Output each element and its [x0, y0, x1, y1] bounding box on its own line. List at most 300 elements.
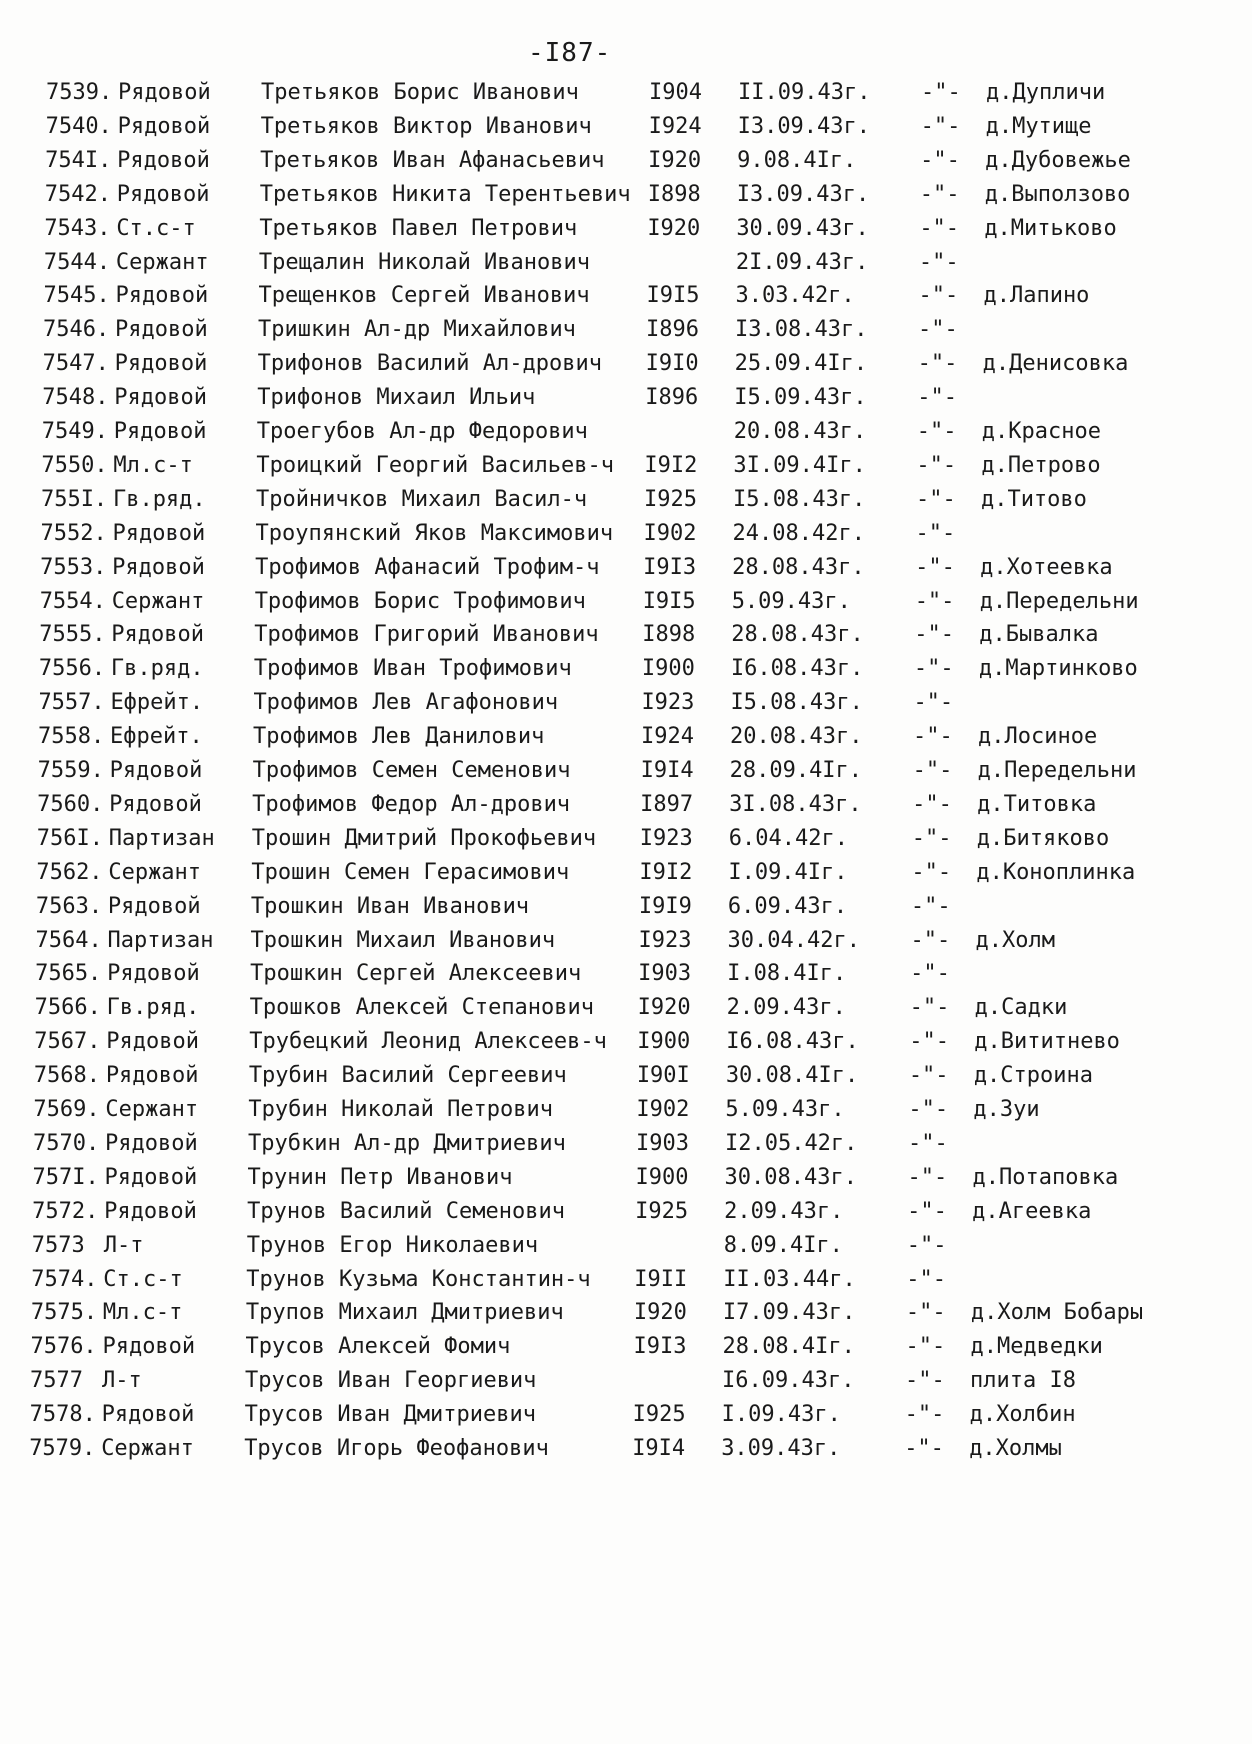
record-name: Трещенков Сергей Иванович [258, 283, 590, 309]
record-rank: Ст.с-т [116, 215, 196, 241]
record-year: I923 [641, 690, 695, 716]
record-row [43, 313, 1252, 347]
record-year: I925 [635, 1198, 689, 1224]
record-place: д.Холмы [969, 1436, 1062, 1461]
record-name: Троицкий Георгий Васильев-ч [256, 452, 614, 478]
record-row [30, 1330, 1250, 1364]
record-mark: -"- [917, 385, 957, 411]
record-date: 20.08.43г. [730, 724, 863, 750]
record-name: Третьяков Борис Иванович [261, 80, 579, 105]
record-year: I920 [647, 215, 701, 241]
record-num: 7565. [35, 961, 102, 987]
record-year: I9I2 [639, 859, 693, 885]
record-rank: Ефрейт. [110, 690, 204, 716]
record-mark: -"- [907, 1130, 948, 1156]
record-date: 5.09.43г. [731, 588, 851, 614]
record-mark: -"- [904, 1436, 944, 1461]
record-num: 7562. [36, 859, 103, 885]
record-num: 7576. [30, 1334, 97, 1360]
record-num: 7539. [46, 80, 113, 105]
record-name: Тришкин Ал-др Михайлович [258, 317, 576, 343]
record-date: 2.09.43г. [724, 1198, 844, 1224]
record-place: д.Титовка [977, 791, 1097, 817]
record-place: д.Выползово [984, 181, 1131, 207]
record-name: Трошкин Иван Иванович [250, 893, 530, 919]
record-place: д.Титово [980, 486, 1087, 512]
record-date: 28.09.4Iг. [729, 758, 863, 783]
record-date: 30.08.43г. [724, 1164, 857, 1190]
record-rank: Рядовой [102, 1334, 196, 1360]
record-num: 7548. [42, 385, 109, 411]
record-mark: -"- [918, 283, 959, 309]
record-mark: -"- [921, 80, 961, 105]
record-name: Трунов Василий Семенович [247, 1198, 566, 1224]
record-row [38, 754, 1252, 788]
record-row [33, 1127, 1252, 1161]
record-date: 3I.09.4Iг. [733, 452, 866, 478]
record-row [46, 110, 1252, 144]
record-name: Трубин Николай Петрович [248, 1097, 554, 1122]
record-name: Трупов Михаил Дмитриевич [245, 1300, 564, 1326]
record-num: 756I. [36, 825, 103, 851]
record-year: I90I [636, 1063, 690, 1089]
record-rank: Партизан [107, 927, 214, 953]
record-name: Трофимов Борис Трофимович [254, 588, 586, 614]
record-row [30, 1398, 1250, 1432]
record-row [42, 381, 1252, 415]
record-date: I5.08.43г. [730, 690, 863, 716]
record-name: Трофимов Федор Ал-дрович [252, 791, 571, 817]
record-rank: Л-т [102, 1368, 142, 1394]
record-rank: Гв.ряд. [112, 486, 206, 512]
record-name: Трошкин Михаил Иванович [250, 927, 556, 953]
record-name: Трусов Иван Георгиевич [245, 1368, 537, 1394]
record-name: Тройничков Михаил Васил-ч [255, 486, 588, 512]
record-date: I5.08.43г. [732, 486, 866, 512]
record-mark: -"- [918, 317, 958, 343]
record-place: д.Холм [975, 927, 1055, 953]
record-rank: Рядовой [112, 520, 206, 546]
record-place: д.Агеевка [972, 1198, 1092, 1224]
record-year: I900 [635, 1164, 689, 1190]
record-place: д.Потаповка [972, 1164, 1119, 1190]
record-num: 7572. [32, 1198, 99, 1224]
record-year: I9I3 [633, 1334, 687, 1360]
record-date: I6.08.43г. [730, 656, 864, 682]
record-place: д.Денисовка [982, 351, 1129, 377]
record-num: 7558. [38, 724, 105, 750]
record-num: 7568. [33, 1063, 101, 1089]
record-place: д.Красное [981, 419, 1102, 444]
record-mark: -"- [912, 791, 952, 817]
record-date: 6.04.42г. [728, 825, 848, 851]
record-name: Трофимов Семен Семенович [252, 758, 571, 783]
record-name: Трофимов Лев Агафонович [253, 690, 559, 716]
record-date: 30.04.42г. [727, 927, 860, 953]
record-mark: -"- [905, 1300, 946, 1326]
record-date: I.09.43г. [721, 1402, 841, 1428]
record-place: плита I8 [970, 1368, 1076, 1394]
record-date: I2.05.42г. [724, 1130, 858, 1156]
record-date: I6.09.43г. [722, 1368, 855, 1394]
record-rank: Рядовой [116, 181, 210, 207]
record-year: I898 [647, 181, 701, 207]
record-name: Трубецкий Леонид Алексеев-ч [249, 1029, 607, 1055]
record-date: 3.03.42г. [735, 283, 855, 309]
record-year: I896 [646, 317, 700, 343]
record-year: I920 [637, 995, 691, 1021]
record-num: 7569. [33, 1097, 100, 1122]
record-name: Трофимов Иван Трофимович [253, 656, 572, 682]
record-mark: -"- [906, 1232, 947, 1258]
record-place: д.Битяково [976, 825, 1110, 851]
record-date: 2I.09.43г. [735, 249, 869, 275]
record-year: I925 [632, 1402, 686, 1428]
record-row [40, 551, 1252, 585]
record-date: 5.09.43г. [725, 1097, 845, 1122]
record-date: I3.08.43г. [735, 317, 868, 343]
record-date: 8.09.4Iг. [723, 1232, 843, 1258]
record-date: 28.08.4Iг. [722, 1334, 855, 1360]
record-row [34, 1025, 1252, 1059]
record-row [40, 585, 1252, 619]
record-name: Троегубов Ал-др Федорович [256, 419, 588, 444]
record-mark: -"- [915, 520, 956, 546]
record-name: Трубин Василий Сергеевич [248, 1063, 567, 1089]
record-row [41, 483, 1252, 517]
record-name: Третьяков Павел Петрович [259, 215, 578, 241]
record-rank: Гв.ряд. [110, 656, 204, 682]
record-rank: Рядовой [118, 80, 211, 105]
record-rank: Л-т [103, 1232, 144, 1258]
record-num: 7553. [40, 554, 107, 580]
record-date: 28.08.43г. [731, 622, 864, 648]
record-mark: -"- [908, 1097, 949, 1122]
record-place: д.Зуи [973, 1097, 1040, 1122]
record-rank: Рядовой [114, 351, 208, 377]
record-name: Трошин Дмитрий Прокофьевич [251, 825, 597, 851]
record-row [32, 1229, 1252, 1263]
record-date: 2.09.43г. [726, 995, 846, 1021]
record-mark: -"- [905, 1368, 945, 1394]
record-name: Третьяков Иван Афанасьевич [260, 147, 605, 173]
record-mark: -"- [910, 893, 951, 919]
record-rank: Рядовой [115, 317, 208, 343]
record-rank: Рядовой [105, 1063, 199, 1089]
record-row [37, 822, 1252, 856]
record-place: д.Коноплинка [976, 859, 1136, 885]
record-date: I5.09.43г. [734, 385, 867, 411]
record-year: I9II [634, 1266, 688, 1292]
record-place: д.Бывалка [979, 622, 1099, 648]
record-rank: Рядовой [104, 1130, 198, 1156]
record-rank: Сержант [111, 588, 205, 614]
record-row [31, 1296, 1251, 1330]
record-date: II.03.44г. [723, 1266, 856, 1292]
record-year: I924 [641, 724, 694, 750]
record-rank: Рядовой [107, 893, 201, 919]
record-rank: Рядовой [109, 791, 202, 817]
record-year: I9I5 [642, 588, 696, 614]
record-place: д.Садки [974, 995, 1068, 1021]
record-name: Трунов Кузьма Константин-ч [246, 1266, 591, 1292]
record-row [42, 415, 1252, 449]
record-mark: -"- [918, 249, 959, 275]
record-year: I920 [633, 1300, 687, 1326]
record-name: Трофимов Афанасий Трофим-ч [255, 554, 600, 580]
record-name: Трубкин Ал-др Дмитриевич [247, 1130, 566, 1156]
record-date: 28.08.43г. [732, 554, 865, 580]
record-name: Трусов Алексей Фомич [245, 1334, 511, 1360]
record-mark: -"- [915, 486, 956, 512]
record-name: Трусов Иван Дмитриевич [244, 1402, 537, 1428]
record-num: 7540. [45, 113, 112, 139]
record-row [35, 957, 1252, 991]
record-mark: -"- [916, 419, 957, 444]
record-date: 6.09.43г. [727, 893, 848, 919]
record-place: д.Передельни [979, 588, 1139, 614]
record-date: 9.08.4Iг. [737, 147, 857, 173]
record-date: I6.08.43г. [726, 1029, 859, 1055]
record-date: I3.09.43г. [736, 181, 870, 207]
record-place: д.Холбин [969, 1402, 1076, 1428]
record-num: 7559. [37, 758, 104, 783]
record-rank: Рядовой [106, 1029, 199, 1055]
record-year: I925 [643, 486, 697, 512]
record-year: I902 [643, 520, 697, 546]
record-num: 7567. [34, 1029, 101, 1055]
record-date: 30.09.43г. [736, 215, 869, 241]
record-date: 30.08.4Iг. [725, 1063, 859, 1089]
record-rank: Рядовой [117, 113, 211, 139]
record-num: 7560. [37, 791, 104, 817]
record-num: 7543. [44, 215, 111, 241]
record-year: I898 [642, 622, 696, 648]
record-num: 757I. [32, 1164, 99, 1190]
record-name: Трофимов Лев Данилович [253, 724, 545, 750]
record-place: д.Строина [973, 1063, 1094, 1089]
record-rank: Партизан [108, 825, 215, 851]
record-mark: -"- [910, 961, 950, 987]
record-num: 7552. [40, 520, 107, 546]
record-rank: Рядовой [104, 1164, 198, 1190]
record-rank: Ст.с-т [103, 1266, 183, 1292]
record-mark: -"- [913, 690, 954, 716]
record-row [35, 991, 1252, 1025]
record-row [44, 212, 1252, 246]
record-row [43, 279, 1252, 313]
record-year: I896 [645, 385, 699, 411]
record-rank: Рядовой [109, 758, 203, 783]
record-date: 25.09.4Iг. [734, 351, 868, 377]
record-row [36, 890, 1252, 924]
record-name: Трунов Егор Николаевич [246, 1232, 539, 1258]
record-name: Трошков Алексей Степанович [249, 995, 595, 1021]
record-mark: -"- [909, 995, 950, 1021]
record-num: 754I. [45, 147, 112, 173]
record-row [41, 449, 1252, 483]
record-year: I904 [649, 80, 702, 105]
record-year: I903 [635, 1130, 689, 1156]
record-place: д.Дубовежье [985, 147, 1131, 173]
record-rank: Гв.ряд. [106, 995, 200, 1021]
record-row [36, 924, 1252, 958]
record-mark: -"- [908, 1063, 949, 1089]
record-mark: -"- [920, 113, 961, 139]
record-mark: -"- [914, 622, 955, 648]
record-name: Троупянский Яков Максимович [255, 520, 614, 546]
record-row [38, 686, 1252, 720]
record-num: 7555. [39, 622, 106, 648]
record-num: 7575. [30, 1300, 98, 1326]
record-mark: -"- [911, 859, 952, 885]
record-rank: Мл.с-т [113, 452, 193, 478]
record-mark: -"- [912, 758, 953, 783]
record-row [31, 1263, 1251, 1297]
record-name: Трещалин Николай Иванович [258, 249, 591, 275]
record-mark: -"- [911, 825, 952, 851]
record-place: д.Хотеевка [980, 554, 1113, 580]
record-name: Трошкин Сергей Алексеевич [250, 961, 582, 987]
record-rank: Мл.с-т [102, 1300, 183, 1326]
record-num: 7547. [42, 351, 109, 377]
record-year: I900 [641, 656, 695, 682]
record-name: Трофимов Григорий Иванович [254, 622, 599, 648]
record-name: Трошин Семен Герасимович [251, 859, 570, 885]
record-num: 7545. [43, 283, 110, 309]
record-row [45, 178, 1252, 212]
record-row [37, 788, 1252, 822]
record-row [30, 1364, 1250, 1398]
record-year: I9I9 [638, 893, 692, 919]
record-name: Трусов Игорь Феофанович [244, 1436, 549, 1461]
record-num: 7579. [29, 1436, 96, 1461]
record-mark: -"- [907, 1164, 948, 1190]
record-place: д.Лосиное [978, 724, 1098, 750]
record-row [38, 720, 1252, 754]
record-num: 7578. [29, 1402, 96, 1428]
record-num: 7544. [43, 249, 111, 275]
record-place: д.Мартинково [978, 656, 1138, 682]
record-place: д.Митьково [984, 215, 1117, 241]
record-year: I9I4 [640, 758, 694, 783]
record-year: I903 [638, 961, 692, 987]
record-mark: -"- [919, 215, 960, 241]
record-date: 3.09.43г. [721, 1436, 841, 1461]
record-place: д.Вититнево [974, 1029, 1120, 1055]
record-rank: Рядовой [101, 1402, 195, 1428]
record-row [29, 1432, 1249, 1466]
record-mark: -"- [917, 351, 958, 377]
record-place: д.Дупличи [986, 80, 1106, 105]
record-name: Трифонов Михаил Ильич [257, 385, 536, 411]
record-date: 24.08.42г. [732, 520, 865, 546]
record-rank: Рядовой [111, 622, 204, 648]
record-name: Третьяков Виктор Иванович [260, 113, 592, 139]
record-mark: -"- [920, 147, 960, 173]
record-row [36, 856, 1252, 890]
record-name: Третьяков Никита Терентьевич [259, 181, 631, 207]
record-date: 20.08.43г. [733, 419, 867, 444]
record-mark: -"- [914, 588, 955, 614]
record-mark: -"- [910, 927, 951, 953]
record-row [43, 347, 1252, 381]
record-rank: Рядовой [114, 385, 207, 411]
record-year: I9I0 [645, 351, 699, 377]
record-rank: Сержант [108, 859, 202, 885]
record-date: II.09.43г. [738, 80, 871, 105]
record-mark: -"- [907, 1198, 947, 1224]
record-mark: -"- [916, 452, 957, 478]
record-date: I3.09.43г. [737, 113, 871, 139]
record-rank: Рядовой [107, 961, 200, 987]
record-num: 7570. [32, 1130, 100, 1156]
page-edge [1246, 0, 1252, 1744]
record-place: д.Петрово [981, 452, 1101, 478]
record-row [39, 618, 1252, 652]
record-num: 7550. [41, 452, 108, 478]
record-num: 7549. [41, 419, 109, 444]
record-year: I900 [637, 1029, 691, 1055]
record-name: Трифонов Василий Ал-дрович [257, 351, 602, 377]
record-mark: -"- [913, 724, 953, 750]
record-row [46, 76, 1252, 110]
record-year: I9I5 [646, 283, 700, 309]
record-place: д.Медведки [970, 1334, 1103, 1360]
record-num: 7556. [38, 656, 106, 682]
record-row [33, 1093, 1252, 1127]
record-rank: Рядовой [112, 554, 205, 580]
record-mark: -"- [909, 1029, 949, 1055]
record-num: 7557. [38, 690, 105, 716]
record-mark: -"- [915, 554, 955, 580]
record-rank: Рядовой [117, 147, 210, 173]
record-rank: Сержант [101, 1436, 194, 1461]
record-row [41, 517, 1252, 551]
record-row [34, 1059, 1252, 1093]
record-rank: Сержант [105, 1097, 199, 1122]
record-mark: -"- [919, 181, 960, 207]
record-year: I923 [638, 927, 692, 953]
record-num: 755I. [40, 486, 108, 512]
record-year: I924 [648, 113, 702, 139]
record-rank: Рядовой [104, 1198, 197, 1224]
record-row [44, 246, 1252, 280]
record-num: 7566. [34, 995, 101, 1021]
record-date: I.08.4Iг. [727, 961, 847, 987]
record-num: 7573 [31, 1232, 85, 1258]
record-rank: Рядовой [113, 419, 207, 444]
record-year: I9I3 [643, 554, 697, 580]
record-place: д.Лапино [983, 283, 1090, 309]
record-date: I7.09.43г. [722, 1300, 856, 1326]
record-mark: -"- [913, 656, 954, 682]
record-row [39, 652, 1252, 686]
record-num: 7564. [35, 927, 102, 953]
record-num: 7546. [43, 317, 110, 343]
record-rank: Рядовой [115, 283, 209, 309]
record-year: I897 [640, 791, 694, 817]
record-rank: Ефрейт. [110, 724, 203, 750]
record-row [32, 1195, 1252, 1229]
record-year: I9I4 [632, 1436, 686, 1461]
record-year: I923 [639, 825, 693, 851]
record-row [33, 1161, 1252, 1195]
record-num: 7577 [30, 1368, 84, 1394]
record-mark: -"- [905, 1334, 946, 1360]
record-num: 7542. [44, 181, 111, 207]
record-mark: -"- [904, 1402, 945, 1428]
